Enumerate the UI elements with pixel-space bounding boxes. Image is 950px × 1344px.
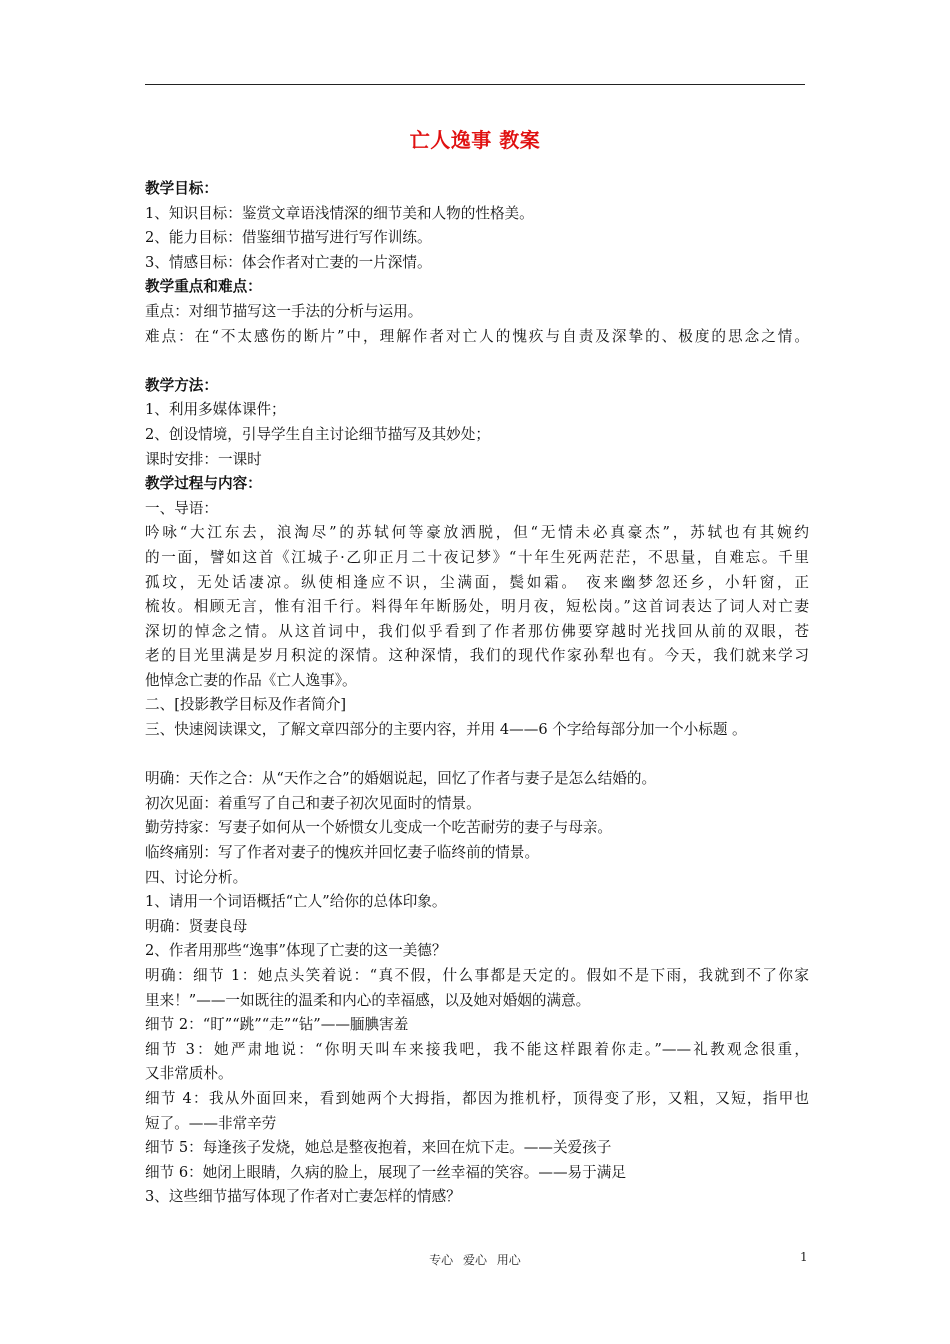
document-title: 亡人逸事 教案: [409, 128, 541, 152]
text-line: 老的目光里满是岁月积淀的深情。这种深情，我们的现代作家孙犁也有。今天，我们就来学习: [145, 647, 809, 665]
text-line: 细节 3：她严肃地说：“你明天叫车来接我吧，我不能这样跟着你走。”——礼教观念很重，: [145, 1040, 809, 1058]
text-line: 3、这些细节描写体现了作者对亡妻怎样的情感？: [145, 1188, 461, 1206]
text-line: 1、请用一个词语概括“亡人”给你的总体印象。: [145, 893, 447, 911]
text-line: 的一面，譬如这首《江城子·乙卯正月二十夜记梦》“十年生死两茫茫，不思量，自难忘。千里: [145, 548, 809, 566]
section-heading: 教学目标：: [145, 180, 218, 197]
text-line: 细节 5：每逢孩子发烧，她总是整夜抱着，来回在炕下走。——关爱孩子: [145, 1139, 612, 1157]
page-number: 1: [800, 1250, 808, 1264]
text-line: 又非常质朴。: [145, 1065, 233, 1083]
text-line: 2、能力目标：借鉴细节描写进行写作训练。: [145, 229, 432, 247]
text-line: 明确：细节 1：她点头笑着说：“真不假，什么事都是天定的。假如不是下雨，我就到不了你家: [145, 967, 809, 984]
text-line: 二、[投影教学目标及作者简介]: [145, 696, 347, 714]
text-line: 孤坟，无处话凄凉。纵使相逢应不识，尘满面，鬓如霜。 夜来幽梦忽还乡，小轩窗，正: [145, 573, 809, 591]
text-line: 吟咏“大江东去，浪淘尽”的苏轼何等豪放洒脱，但“无情未必真豪杰”，苏轼也有其婉约: [145, 524, 809, 542]
text-line: 里来！”——一如既往的温柔和内心的幸福感，以及她对婚姻的满意。: [145, 991, 591, 1009]
text-line: 3、情感目标：体会作者对亡妻的一片深情。: [145, 253, 432, 271]
text-line: 一、导语：: [145, 499, 218, 517]
text-line: 重点：对细节描写这一手法的分析与运用。: [145, 302, 423, 320]
text-line: 初次见面：着重写了自己和妻子初次见面时的情景。: [145, 794, 481, 812]
blank-line: [145, 349, 809, 374]
text-line: 三、快速阅读课文，了解文章四部分的主要内容，并用 4——6 个字给每部分加一个小标题 。: [145, 721, 747, 739]
section-heading: 教学重点和难点：: [145, 278, 262, 296]
text-line: 课时安排：一课时: [145, 450, 262, 468]
text-line: 明确：贤妻良母: [145, 917, 248, 935]
text-line: 2、创设情境，引导学生自主讨论细节描写及其妙处；: [145, 425, 490, 443]
text-line: 他悼念亡妻的作品《亡人逸事》。: [145, 671, 357, 689]
text-line: 梳妆。相顾无言，惟有泪千行。料得年年断肠处，明月夜，短松岗。”这首词表达了词人对亡妻: [145, 598, 809, 616]
text-line: 勤劳持家：写妻子如何从一个娇惯女儿变成一个吃苦耐劳的妻子与母亲。: [145, 819, 613, 837]
text-line: 2、作者用那些“逸事”体现了亡妻的这一美德？: [145, 942, 447, 960]
section-heading: 教学方法：: [145, 376, 218, 394]
text-line: 明确：天作之合：从“天作之合”的婚姻说起，回忆了作者与妻子是怎么结婚的。: [145, 770, 657, 788]
text-line: 细节 2：“盯”“跳”“走”“钻”——腼腆害羞: [145, 1016, 409, 1034]
section-heading: 教学过程与内容：: [145, 475, 262, 493]
page-footer: 专心 爱心 用心: [429, 1253, 521, 1267]
text-line: 细节 4：我从外面回来，看到她两个大拇指，都因为推机杼，顶得变了形，又粗，又短，指甲也: [145, 1089, 809, 1107]
blank-line: [145, 743, 809, 768]
text-line: 临终痛别：写了作者对妻子的愧疚并回忆妻子临终前的情景。: [145, 844, 540, 862]
document-body: [145, 177, 809, 1210]
header-rule: [145, 84, 805, 85]
text-line: 1、利用多媒体课件；: [145, 401, 286, 419]
text-line: 细节 6：她闭上眼睛，久病的脸上，展现了一丝幸福的笑容。——易于满足: [145, 1163, 626, 1181]
text-line: 难点：在“不太感伤的断片”中，理解作者对亡人的愧疚与自责及深挚的、极度的思念之情。: [145, 327, 809, 345]
text-line: 短了。——非常辛劳: [145, 1114, 277, 1132]
text-line: 深切的悼念之情。从这首词中，我们似乎看到了作者那仿佛要穿越时光找回从前的双眼，苍: [145, 622, 809, 640]
text-line: 四、讨论分析。: [145, 868, 248, 886]
text-line: 1、知识目标：鉴赏文章语浅情深的细节美和人物的性格美。: [145, 204, 534, 222]
